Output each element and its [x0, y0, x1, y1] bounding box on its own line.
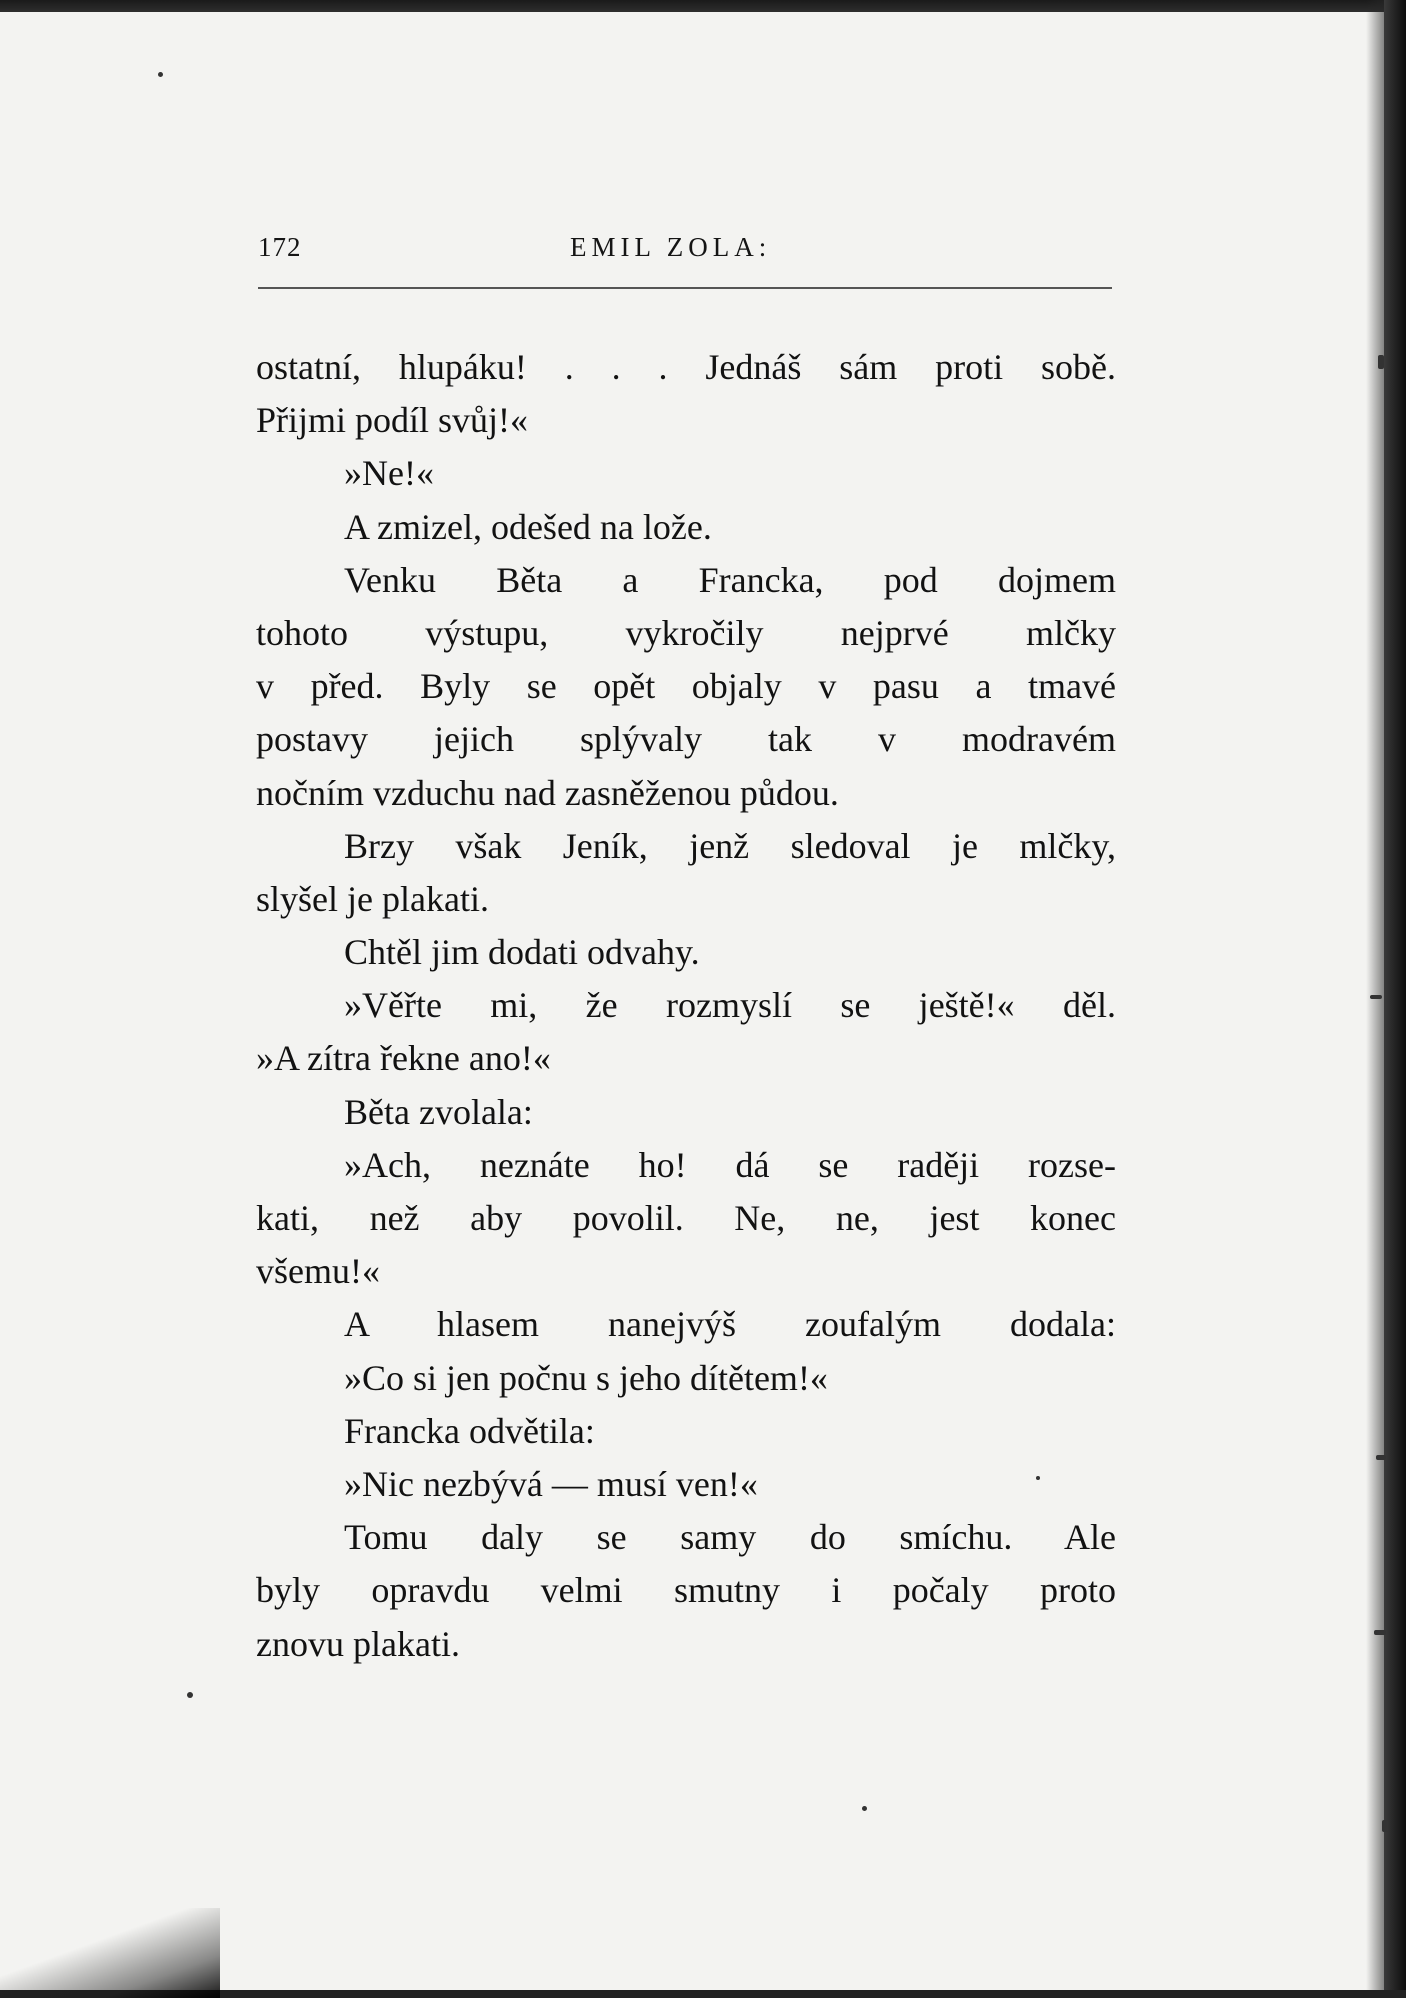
text-line: Běta zvolala:	[344, 1091, 533, 1132]
running-header	[258, 232, 1112, 272]
page-number: 172	[258, 232, 302, 262]
speck	[1382, 1820, 1388, 1832]
speck	[1374, 1630, 1386, 1635]
text-line: znovu plakati.	[256, 1623, 460, 1664]
text-line: »Ne!«	[344, 453, 434, 494]
running-title: EMIL ZOLA:	[570, 232, 772, 262]
speck	[1036, 1476, 1040, 1480]
page-corner-shadow	[0, 1908, 220, 1998]
speck	[862, 1806, 867, 1811]
text-line: slyšel je plakati.	[256, 878, 489, 919]
scan-border-top	[0, 0, 1406, 12]
text-line: Brzy však Jeník, jenž sledoval je mlčky,	[344, 825, 1116, 866]
text-line: Přijmi podíl svůj!«	[256, 400, 529, 441]
text-line: A hlasem nanejvýš zoufalým dodala:	[344, 1304, 1116, 1345]
text-line: v před. Byly se opět objaly v pasu a tmavé	[256, 666, 1116, 707]
text-line: »Věřte mi, že rozmyslí se ještě!« děl.	[344, 985, 1116, 1026]
speck	[1370, 995, 1382, 999]
text-line: kati, než aby povolil. Ne, ne, jest konec	[256, 1198, 1116, 1238]
body-text	[256, 341, 1116, 1671]
text-line: »A zítra řekne ano!«	[256, 1038, 551, 1079]
text-line: Chtěl jim dodati odvahy.	[344, 932, 700, 973]
speck	[187, 1692, 193, 1698]
text-line: tohoto výstupu, vykročily nejprvé mlčky	[256, 612, 1116, 653]
text-line: »Ach, neznáte ho! dá se raději rozse-	[344, 1144, 1116, 1185]
speck	[1376, 1455, 1386, 1460]
text-line: byly opravdu velmi smutny i počaly proto	[256, 1570, 1116, 1611]
text-line: ostatní, hlupáku! . . . Jednáš sám proti sobě.	[256, 347, 1116, 387]
text-line: nočním vzduchu nad zasněženou půdou.	[256, 772, 839, 813]
page-edge-shadow	[1366, 0, 1384, 1998]
text-line: všemu!«	[256, 1251, 380, 1292]
text-line: postavy jejich splývaly tak v modravém	[256, 719, 1116, 760]
text-line: A zmizel, odešed na lože.	[344, 506, 712, 547]
header-rule	[258, 287, 1112, 289]
speck	[1378, 355, 1384, 369]
text-line: Francka odvětila:	[344, 1410, 595, 1451]
text-line: Venku Běta a Francka, pod dojmem	[344, 559, 1116, 600]
text-line: Tomu daly se samy do smíchu. Ale	[344, 1517, 1116, 1558]
text-line: »Co si jen počnu s jeho dítětem!«	[344, 1357, 828, 1398]
speck	[158, 72, 163, 77]
scan-border-right	[1384, 0, 1406, 1998]
text-line: »Nic nezbývá — musí ven!«	[344, 1463, 758, 1504]
